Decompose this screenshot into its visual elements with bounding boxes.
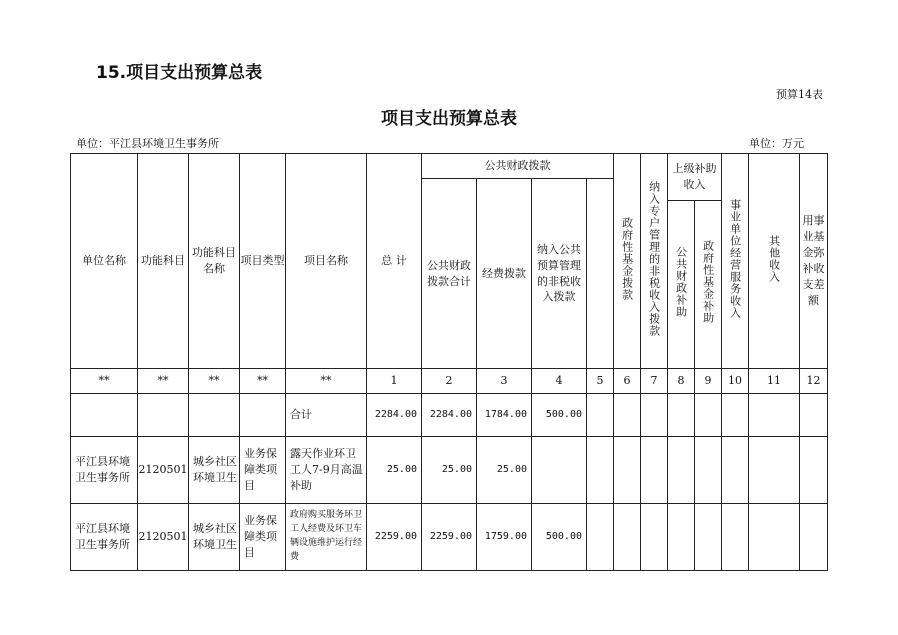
header-public-finance-total: 公共财政拨款合计	[422, 179, 477, 369]
project-name-cell: 露天作业环卫工人7-9月高温补助	[286, 437, 367, 504]
index-cell: 1	[367, 369, 422, 394]
unit-name-cell: 平江县环境卫生事务所	[71, 437, 138, 504]
header-gov-fund-subsidy	[695, 201, 722, 369]
total-amount: 2284.00	[367, 394, 422, 437]
index-cell: 12	[800, 369, 828, 394]
non-tax-cell: 500.00	[532, 504, 587, 571]
header-fund-deficit: 用事业基金弥补收支差额	[800, 154, 828, 369]
index-cell: 11	[749, 369, 800, 394]
total-non-tax: 500.00	[532, 394, 587, 437]
header-func-subject-name: 功能科目名称	[189, 154, 240, 369]
func-name-cell: 城乡社区环境卫生	[189, 437, 240, 504]
unit-name-cell: 平江县环境卫生事务所	[71, 504, 138, 571]
header-gov-fund	[614, 154, 641, 369]
header-special-non-tax-text: 纳入专户管理的非税收入拨款	[647, 180, 661, 337]
index-cell: **	[240, 369, 286, 394]
header-unit-name: 单位名称	[71, 154, 138, 369]
header-other-income-text: 其他收入	[767, 234, 781, 283]
header-total: 总 计	[367, 154, 422, 369]
header-superior-subsidy: 上级补助收入	[668, 154, 722, 201]
header-public-finance: 公共财政拨款	[422, 154, 614, 179]
header-business-income	[722, 154, 749, 369]
header-expense-allocation: 经费拨款	[477, 179, 532, 369]
total-expense: 1784.00	[477, 394, 532, 437]
index-cell: 9	[695, 369, 722, 394]
index-cell: 7	[641, 369, 668, 394]
index-cell: 2	[422, 369, 477, 394]
header-public-finance-subsidy-text: 公共财政补助	[674, 246, 688, 319]
index-cell: 6	[614, 369, 641, 394]
project-name-cell: 政府购买服务环卫工人经费及环卫车辆设施维护运行经费	[286, 504, 367, 571]
func-name-cell: 城乡社区环境卫生	[189, 504, 240, 571]
index-cell: **	[138, 369, 189, 394]
total-cell: 2259.00	[367, 504, 422, 571]
header-business-income-text: 事业单位经营服务收入	[728, 198, 742, 319]
header-special-non-tax	[641, 154, 668, 369]
header-func-subject: 功能科目	[138, 154, 189, 369]
table-row	[71, 504, 828, 571]
expense-cell: 1759.00	[477, 504, 532, 571]
page-title: 项目支出预算总表	[381, 109, 517, 129]
currency-unit-label: 单位：万元	[749, 137, 804, 150]
budget-table	[70, 153, 828, 571]
index-cell: 10	[722, 369, 749, 394]
total-label: 合计	[286, 394, 367, 437]
project-type-cell: 业务保障类项目	[240, 504, 286, 571]
index-cell: **	[71, 369, 138, 394]
index-cell: **	[189, 369, 240, 394]
project-type-cell: 业务保障类项目	[240, 437, 286, 504]
func-code-cell: 2120501	[138, 504, 189, 571]
header-project-type: 项目类型	[240, 154, 286, 369]
expense-cell: 25.00	[477, 437, 532, 504]
public-total-cell: 25.00	[422, 437, 477, 504]
header-gov-fund-text: 政府性基金拨款	[620, 216, 634, 301]
func-code-cell: 2120501	[138, 437, 189, 504]
index-row	[71, 369, 828, 394]
public-total-cell: 2259.00	[422, 504, 477, 571]
total-cell: 25.00	[367, 437, 422, 504]
section-heading: 15.项目支出预算总表	[96, 63, 263, 83]
index-cell: 5	[587, 369, 614, 394]
total-row	[71, 394, 828, 437]
index-cell: 8	[668, 369, 695, 394]
header-gov-fund-subsidy-text: 政府性基金补助	[701, 240, 715, 325]
header-project-name: 项目名称	[286, 154, 367, 369]
header-other-income	[749, 154, 800, 369]
non-tax-cell	[532, 437, 587, 504]
header-row-1	[71, 154, 828, 179]
index-cell: **	[286, 369, 367, 394]
header-public-finance-subsidy	[668, 201, 695, 369]
header-public-finance-spacer	[587, 179, 614, 369]
header-non-tax-allocation: 纳入公共预算管理的非税收入拨款	[532, 179, 587, 369]
table-row	[71, 437, 828, 504]
total-public-finance: 2284.00	[422, 394, 477, 437]
index-cell: 4	[532, 369, 587, 394]
unit-label: 单位：平江县环境卫生事务所	[76, 137, 219, 150]
table-code: 预算14表	[776, 88, 823, 101]
index-cell: 3	[477, 369, 532, 394]
